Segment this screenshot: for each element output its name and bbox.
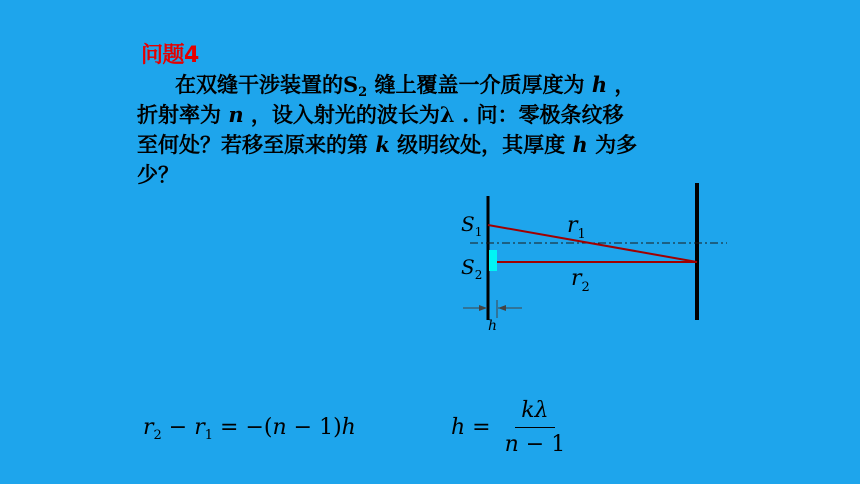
text-run: 折射率为 [137, 102, 229, 127]
variable-k: k [375, 132, 390, 157]
h-arrow-left [479, 305, 487, 311]
label-r2: $r_2$ [571, 266, 590, 295]
var-k: k [521, 398, 535, 423]
var-r: r [143, 415, 154, 440]
var-h: h [341, 415, 356, 440]
text-run: 在双缝干涉装置的S [175, 72, 359, 97]
text-run: ， [607, 72, 636, 97]
operator: − 1 [518, 432, 566, 457]
operator: − 1) [286, 415, 342, 440]
text-run: 缝上覆盖一介质厚度为 [367, 72, 592, 97]
var-h: h [451, 415, 466, 440]
label-s1: $S_1$ [461, 212, 483, 239]
thickness-formula [451, 398, 571, 457]
text-run: ，设入射光的波长为λ . 问：零极条纹移 [243, 102, 624, 127]
numerator [515, 398, 554, 428]
h-arrow-right [498, 305, 506, 311]
fraction [499, 398, 572, 457]
var-n: n [504, 432, 519, 457]
equals: = [465, 415, 491, 440]
label-r1: $r_1$ [567, 213, 586, 242]
text-run: 级明纹处，其厚度 [389, 132, 573, 157]
dielectric-film [489, 250, 497, 271]
variable-h: h [572, 132, 588, 157]
variable-h: h [591, 72, 608, 97]
formula-lhs [451, 415, 491, 440]
var-r: r [194, 415, 205, 440]
var-lambda: λ [534, 398, 549, 423]
denominator [499, 428, 572, 457]
text-run: 为多 [587, 132, 638, 157]
label-s2: $S_2$ [461, 255, 483, 282]
operator: = −( [213, 415, 273, 440]
subscript: 1 [204, 428, 214, 443]
operator: − [161, 415, 195, 440]
problem-line-4: 少？ [137, 162, 179, 187]
question-title: 问题4 [141, 43, 199, 68]
subscript: 2 [358, 85, 368, 100]
label-h: h [488, 318, 498, 334]
variable-n: n [228, 102, 244, 127]
subscript: 2 [153, 428, 162, 443]
text-run: 至何处？若移至原来的第 [137, 132, 376, 157]
path-difference-formula [143, 415, 356, 443]
var-n: n [272, 415, 287, 440]
